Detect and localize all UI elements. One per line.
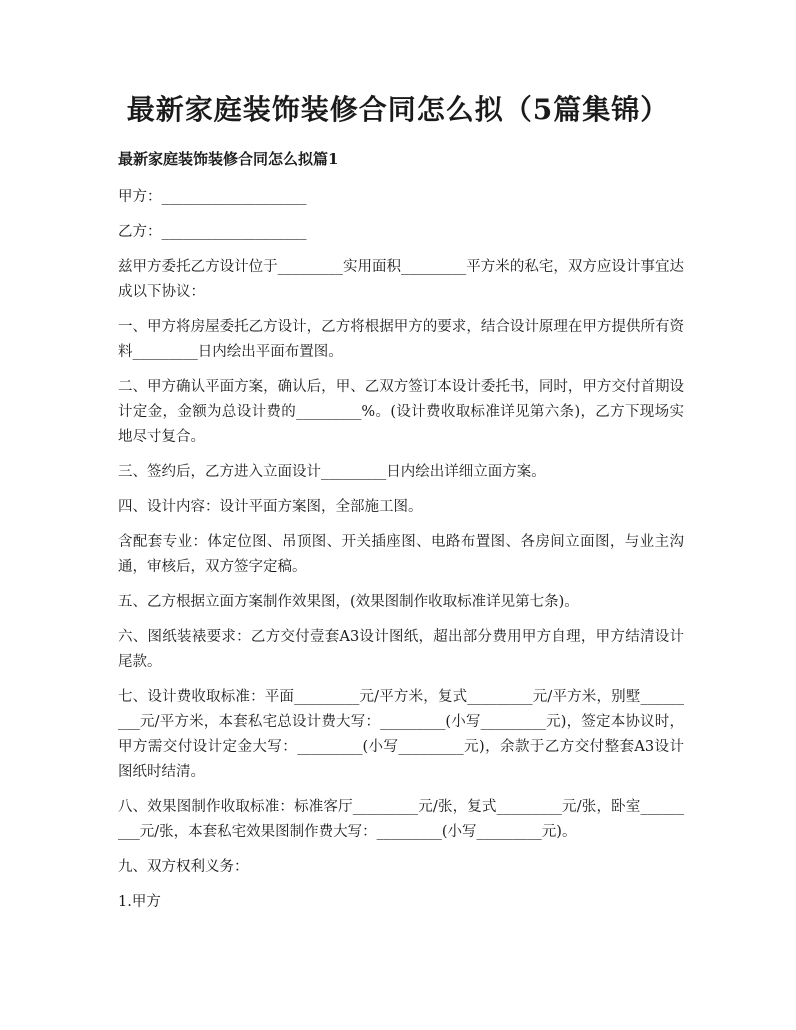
clause-7: 七、设计费收取标准：平面_________元/平方米，复式_________元/平方米，别墅_________元/平方米，本套私宅总设计费大写：_________(小写_________元)，签定本协议时，甲方需交付设计定金大写：_________(小写_________元)，余款于乙方交付整套A3设计图纸时结清。 (118, 689, 684, 780)
section-heading: 最新家庭装饰装修合同怎么拟篇1 (118, 150, 339, 168)
clause-9: 九、双方权利义务： (118, 859, 249, 875)
clause-9-item-1: 1.甲方 (118, 894, 161, 910)
clause-4: 四、设计内容：设计平面方案图，全部施工图。 (118, 499, 423, 515)
clause-6: 六、图纸装裱要求：乙方交付壹套A3设计图纸，超出部分费用甲方自理，甲方结清设计尾款。 (118, 629, 684, 670)
document-title: 最新家庭装饰装修合同怎么拟（5篇集锦） (126, 93, 670, 126)
clause-8: 八、效果图制作收取标准：标准客厅_________元/张，复式_________元/张，卧室_________元/张，本套私宅效果图制作费大写：_________(小写_________元)。 (118, 799, 684, 840)
party-a-line: 甲方：____________________ (118, 189, 307, 205)
clause-1: 一、甲方将房屋委托乙方设计，乙方将根据甲方的要求，结合设计原理在甲方提供所有资料_________日内绘出平面布置图。 (118, 319, 684, 360)
clause-4-detail: 含配套专业：体定位图、吊顶图、开关插座图、电路布置图、各房间立面图，与业主沟通，审核后，双方签字定稿。 (118, 534, 684, 575)
intro-paragraph: 兹甲方委托乙方设计位于_________实用面积_________平方米的私宅，双方应设计事宜达成以下协议： (118, 259, 684, 300)
clause-2: 二、甲方确认平面方案，确认后，甲、乙双方签订本设计委托书，同时，甲方交付首期设计定金，金额为总设计费的_________%。(设计费收取标准详见第六条)，乙方下现场实地尽寸复合。 (118, 379, 684, 445)
party-b-line: 乙方：____________________ (118, 224, 307, 240)
clause-5: 五、乙方根据立面方案制作效果图，(效果图制作收取标准详见第七条)。 (118, 594, 579, 610)
clause-3: 三、签约后，乙方进入立面设计_________日内绘出详细立面方案。 (118, 464, 546, 480)
document-body (118, 148, 684, 925)
